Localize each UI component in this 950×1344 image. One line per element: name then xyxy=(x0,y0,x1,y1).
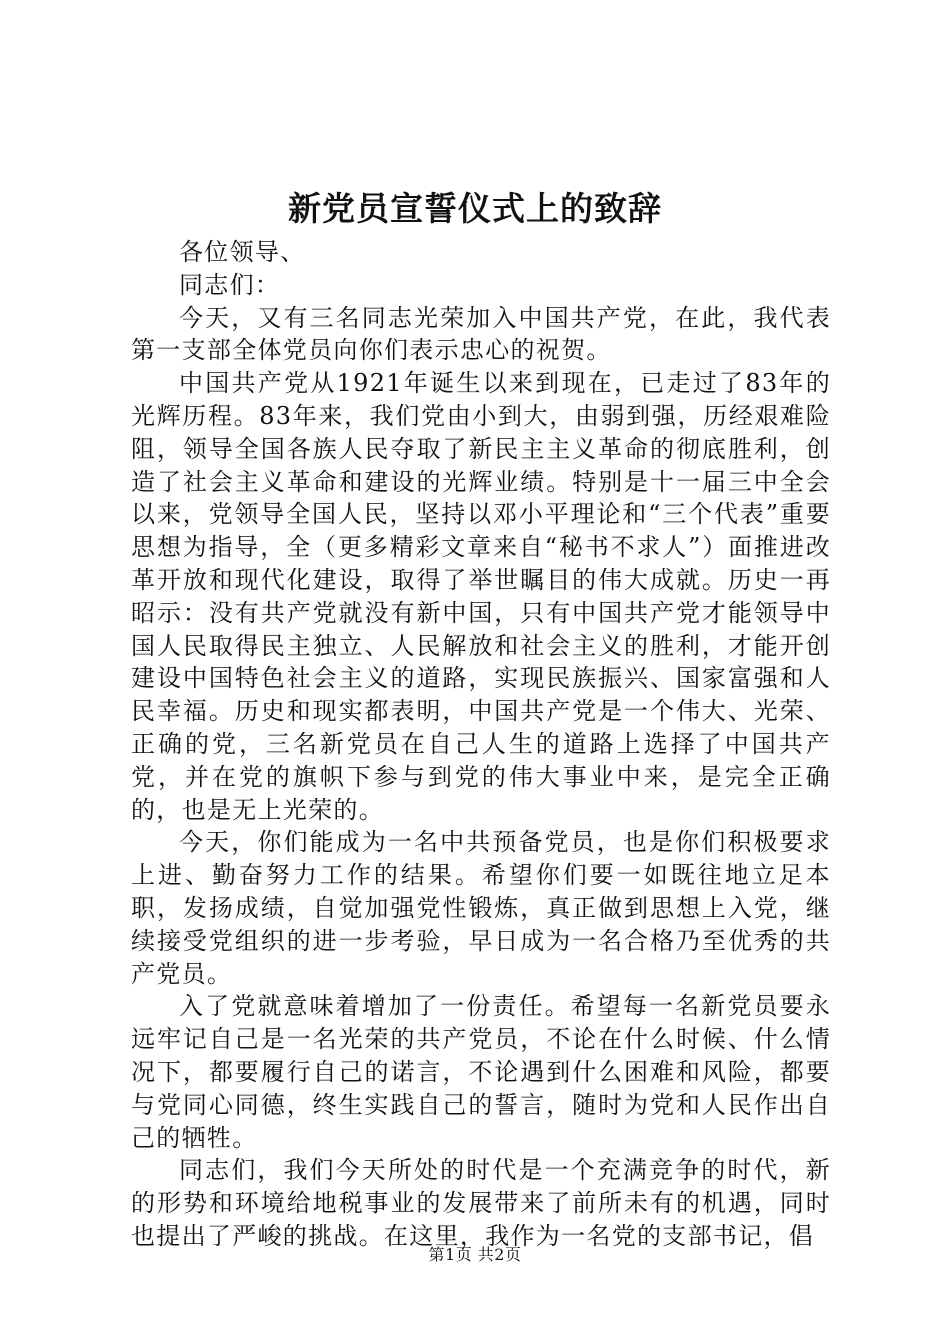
paragraph: 今天，你们能成为一名中共预备党员，也是你们积极要求上进、勤奋努力工作的结果。希望你们要一如既往地立足本职，发扬成绩，自觉加强党性锻炼，真正做到思想上入党，继续接受党组织的进一步考验，早日成为一名合格乃至优秀的共产党员。 xyxy=(131,828,831,988)
document-title: 新党员宣誓仪式上的致辞 xyxy=(288,189,662,228)
greeting-leaders: 各位领导、 xyxy=(179,238,306,266)
document-body xyxy=(131,236,831,1253)
greeting-comrades: 同志们： xyxy=(179,270,281,299)
page-footer: 第1页 共2页 xyxy=(428,1245,522,1264)
paragraph: 今天，又有三名同志光荣加入中国共产党，在此，我代表第一支部全体党员向你们表示忠心的祝贺。 xyxy=(131,303,831,365)
paragraph: 同志们，我们今天所处的时代是一个充满竞争的时代，新的形势和环境给地税事业的发展带来了前所未有的机遇，同时也提出了严峻的挑战。在这里，我作为一名党的支部书记，倡 xyxy=(131,1156,831,1250)
paragraph: 中国共产党从1921年诞生以来到现在，已走过了83年的光辉历程。83年来，我们党由小到大，由弱到强，历经艰难险阻，领导全国各族人民夺取了新民主主义革命的彻底胜利，创造了社会主义革命和建设的光辉业绩。特别是十一届三中全会以来，党领导全国人民，坚持以邓小平理论和“三个代表”重要思想为指导，全（更多精彩文章来自“秘书不求人”）面推进改革开放和现代化建设，取得了举世瞩目的伟大成就。历史一再昭示：没有共产党就没有新中国，只有中国共产党才能领导中国人民取得民主独立、人民解放和社会主义的胜利，才能开创建设中国特色社会主义的道路，实现民族振兴、国家富强和人民幸福。历史和现实都表明，中国共产党是一个伟大、光荣、正确的党，三名新党员在自己人生的道路上选择了中国共产党，并在党的旗帜下参与到党的伟大事业中来，是完全正确的，也是无上光荣的。 xyxy=(131,369,831,824)
paragraph: 入了党就意味着增加了一份责任。希望每一名新党员要永远牢记自己是一名光荣的共产党员，不论在什么时候、什么情况下，都要履行自己的诺言，不论遇到什么困难和风险，都要与党同心同德，终生实践自己的誓言，随时为党和人民作出自己的牺牲。 xyxy=(131,992,831,1152)
